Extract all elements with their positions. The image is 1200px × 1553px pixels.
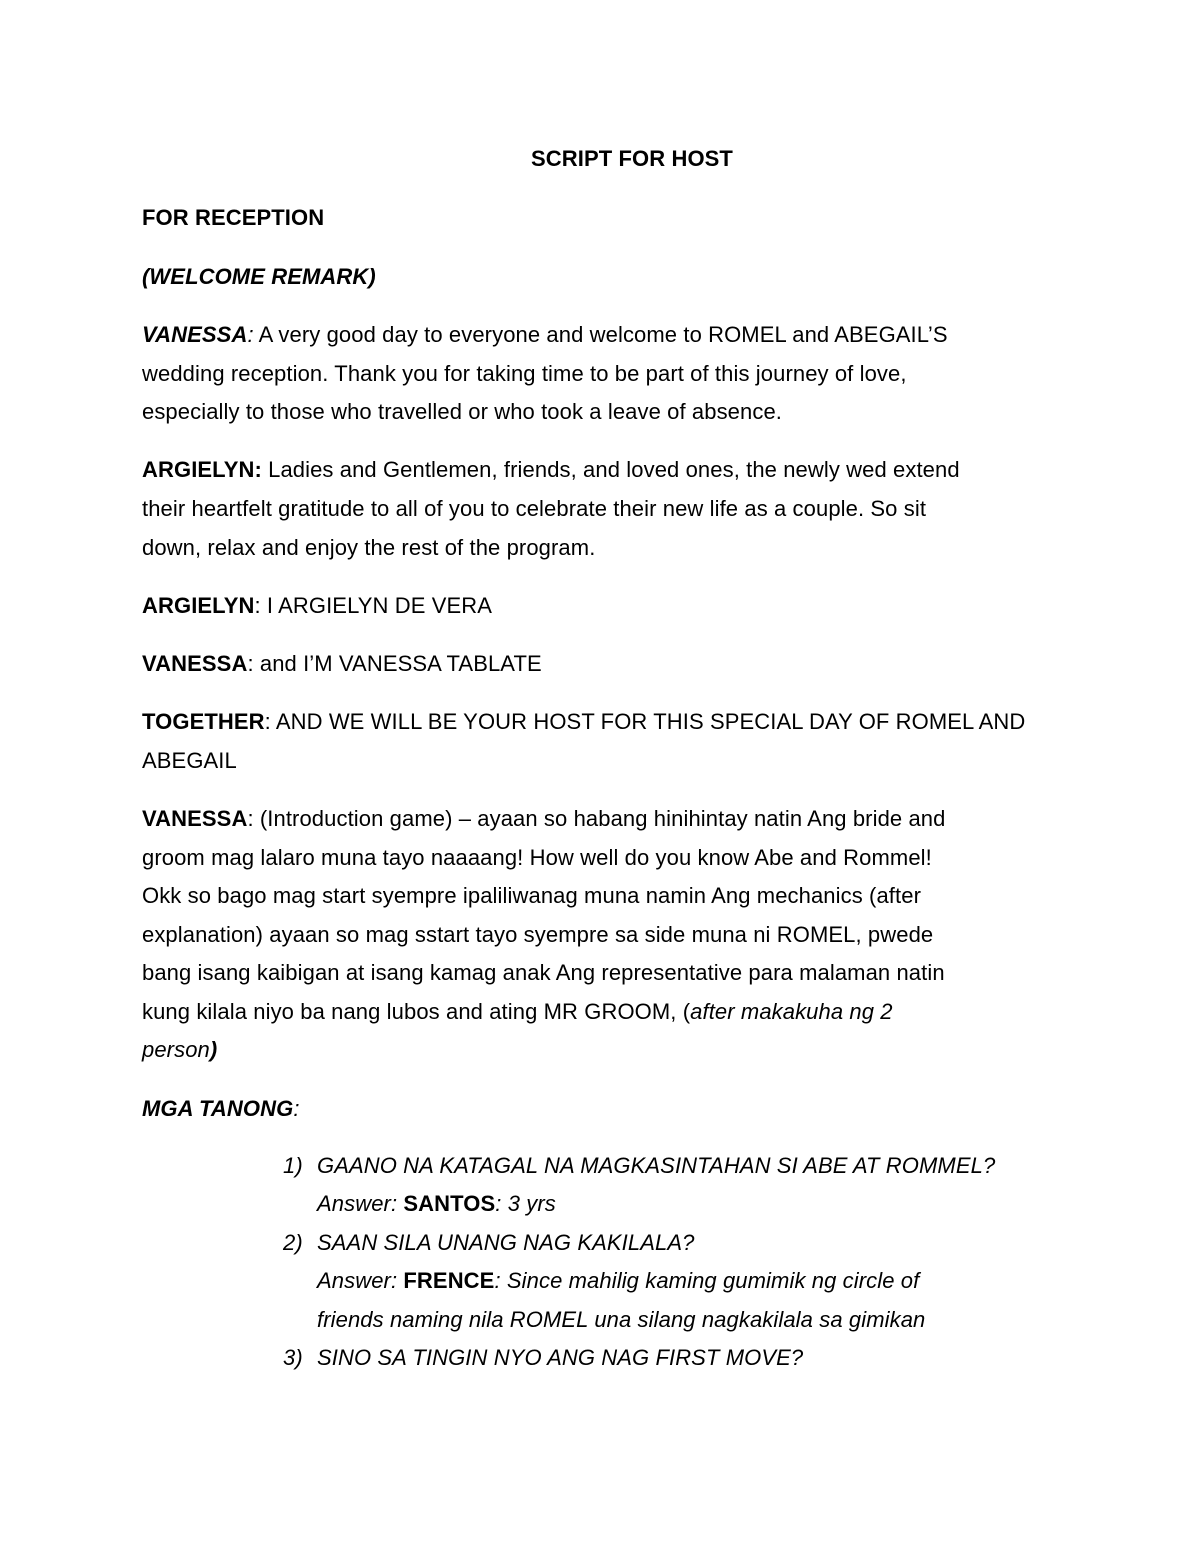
answer-text: : Since mahilig kaming gumimik ng circle of	[494, 1268, 920, 1293]
paragraph-6-line-3: Okk so bago mag start syempre ipaliliwanag muna namin Ang mechanics (after	[142, 883, 921, 908]
paragraph-2-line-1	[142, 457, 960, 483]
paragraph-4	[142, 651, 542, 677]
answer-label: Answer:	[317, 1268, 404, 1293]
paragraph-italic-text: after makakuha ng 2	[690, 999, 893, 1024]
paragraph-6-line-7	[142, 1037, 217, 1063]
question-text: SINO SA TINGIN NYO ANG NAG FIRST MOVE?	[317, 1345, 804, 1370]
question-number: 2)	[283, 1230, 303, 1255]
question-item	[283, 1230, 694, 1256]
speaker-separator: :	[247, 322, 254, 347]
question-item	[283, 1153, 995, 1179]
speaker-label: TOGETHER	[142, 709, 265, 734]
speaker-label: ARGIELYN	[142, 593, 255, 618]
paragraph-3	[142, 593, 492, 619]
paragraph-6-line-1	[142, 806, 945, 832]
speaker-label: VANESSA	[142, 651, 248, 676]
questions-heading-label: MGA TANONG	[142, 1096, 294, 1121]
paragraph-text: : I ARGIELYN DE VERA	[254, 593, 493, 618]
question-number: 1)	[283, 1153, 303, 1178]
questions-heading	[142, 1096, 300, 1122]
question-text: SAAN SILA UNANG NAG KAKILALA?	[317, 1230, 695, 1255]
answer-label: Answer:	[317, 1191, 404, 1216]
paragraph-text: : (Introduction game) – ayaan so habang hinihintay natin Ang bride and	[247, 806, 946, 831]
paragraph-2-line-3: down, relax and enjoy the rest of the program.	[142, 535, 596, 560]
paragraph-text: Ladies and Gentlemen, friends, and loved ones, the newly wed extend	[261, 457, 960, 482]
paragraph-italic-text: person	[142, 1037, 210, 1062]
answer-line	[317, 1268, 919, 1294]
answer-line-continued: friends naming nila ROMEL una silang nagkakilala sa gimikan	[317, 1307, 926, 1332]
document-title: SCRIPT FOR HOST	[531, 146, 733, 171]
paragraph-1-line-3: especially to those who travelled or who took a leave of absence.	[142, 399, 782, 424]
answer-name: SANTOS	[403, 1191, 496, 1216]
questions-heading-colon: :	[293, 1096, 300, 1121]
paragraph-6-line-4: explanation) ayaan so mag sstart tayo syempre sa side muna ni ROMEL, pwede	[142, 922, 934, 947]
question-number: 3)	[283, 1345, 303, 1370]
paragraph-1-line-2: wedding reception. Thank you for taking time to be part of this journey of love,	[142, 361, 907, 386]
section-heading: FOR RECEPTION	[142, 205, 325, 230]
subheading-welcome-remark: (WELCOME REMARK)	[142, 264, 376, 289]
paragraph-1-line-1	[142, 322, 948, 348]
paragraph-text: A very good day to everyone and welcome to ROMEL and ABEGAIL’S	[253, 322, 948, 347]
paragraph-text: kung kilala niyo ba nang lubos and ating MR GROOM, (	[142, 999, 691, 1024]
paragraph-5-line-2: ABEGAIL	[142, 748, 237, 773]
speaker-label: VANESSA	[142, 322, 248, 347]
speaker-label: ARGIELYN:	[142, 457, 262, 482]
question-item	[283, 1345, 803, 1371]
paragraph-text: : AND WE WILL BE YOUR HOST FOR THIS SPECIAL DAY OF ROMEL AND	[264, 709, 1026, 734]
paragraph-text: : and I’M VANESSA TABLATE	[247, 651, 542, 676]
paragraph-text: )	[209, 1037, 218, 1062]
answer-text: : 3 yrs	[495, 1191, 556, 1216]
paragraph-6-line-2: groom mag lalaro muna tayo naaaang! How well do you know Abe and Rommel!	[142, 845, 932, 870]
answer-name: FRENCE	[403, 1268, 495, 1293]
paragraph-2-line-2: their heartfelt gratitude to all of you to celebrate their new life as a couple. So sit	[142, 496, 927, 521]
answer-line	[317, 1191, 556, 1217]
paragraph-6-line-6	[142, 999, 893, 1025]
speaker-label: VANESSA	[142, 806, 248, 831]
paragraph-5-line-1	[142, 709, 1025, 735]
question-text: GAANO NA KATAGAL NA MAGKASINTAHAN SI ABE AT ROMMEL?	[317, 1153, 996, 1178]
paragraph-6-line-5: bang isang kaibigan at isang kamag anak Ang representative para malaman natin	[142, 960, 945, 985]
